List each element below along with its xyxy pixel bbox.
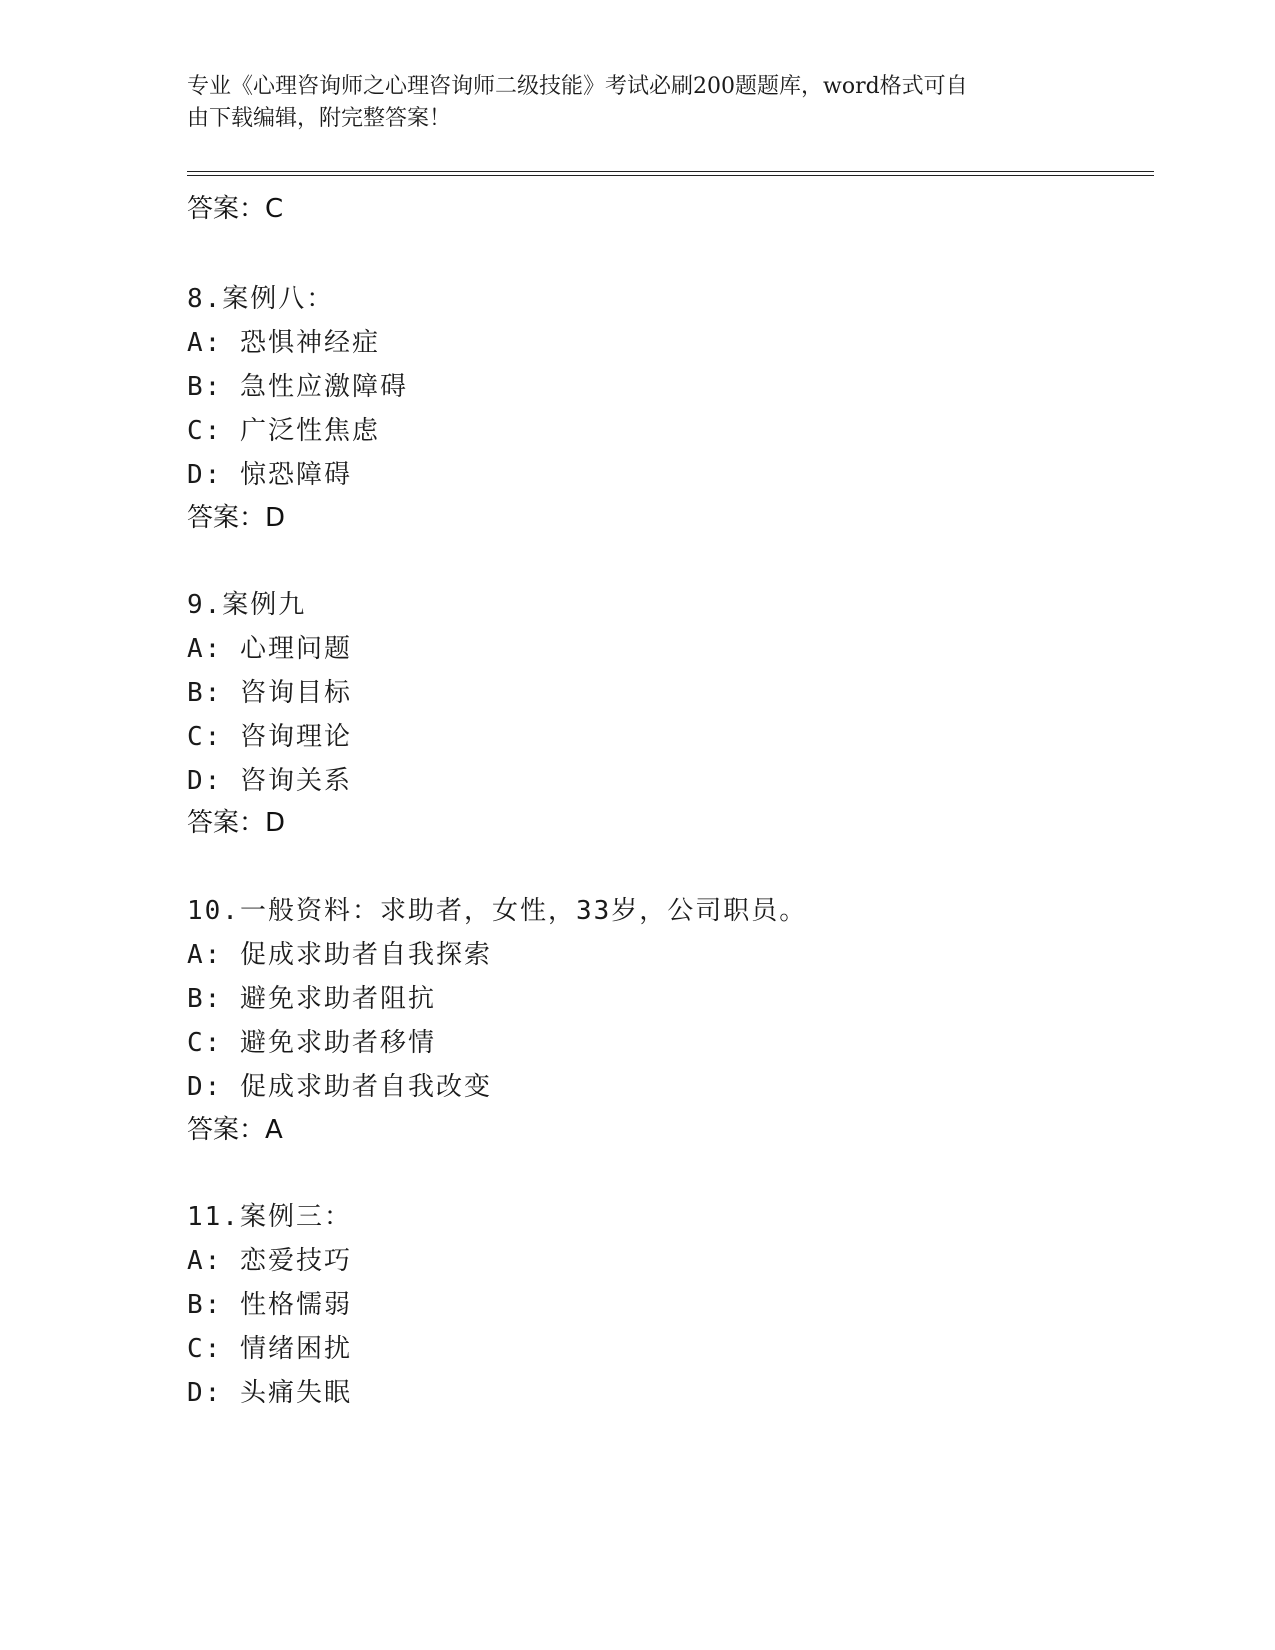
question-8-title: 8.案例八： <box>187 284 335 314</box>
question-11-option-a: A: 恋爱技巧 <box>187 1246 352 1276</box>
question-10-option-c: C: 避免求助者移情 <box>187 1028 436 1058</box>
header-rule-top <box>187 171 1154 172</box>
question-11-option-c: C: 情绪困扰 <box>187 1334 352 1364</box>
question-9-option-c: C: 咨询理论 <box>187 722 352 752</box>
answer-9: 答案：D <box>187 808 286 838</box>
header-line-1: 专业《心理咨询师之心理咨询师二级技能》考试必刷200题题库，word格式可自 <box>187 74 968 99</box>
question-9-title: 9.案例九 <box>187 590 307 620</box>
question-8-option-b: B: 急性应激障碍 <box>187 372 408 402</box>
answer-7: 答案：C <box>187 194 284 224</box>
question-11-option-b: B: 性格懦弱 <box>187 1290 352 1320</box>
question-8-option-a: A: 恐惧神经症 <box>187 328 380 358</box>
question-9-option-d: D: 咨询关系 <box>187 766 352 796</box>
question-8-option-d: D: 惊恐障碍 <box>187 460 352 490</box>
answer-8: 答案：D <box>187 503 286 533</box>
question-10-option-a: A: 促成求助者自我探索 <box>187 940 492 970</box>
question-10-option-d: D: 促成求助者自我改变 <box>187 1072 492 1102</box>
answer-10: 答案：A <box>187 1115 283 1145</box>
header-line-2: 由下载编辑，附完整答案！ <box>187 106 452 131</box>
question-9-option-b: B: 咨询目标 <box>187 678 352 708</box>
question-11-option-d: D: 头痛失眠 <box>187 1378 352 1408</box>
question-11-title: 11.案例三： <box>187 1202 352 1232</box>
question-10-title: 10.一般资料：求助者，女性，33岁，公司职员。 <box>187 896 808 926</box>
question-10-option-b: B: 避免求助者阻抗 <box>187 984 436 1014</box>
question-9-option-a: A: 心理问题 <box>187 634 352 664</box>
question-8-option-c: C: 广泛性焦虑 <box>187 416 380 446</box>
header-rule-bottom <box>187 175 1154 176</box>
